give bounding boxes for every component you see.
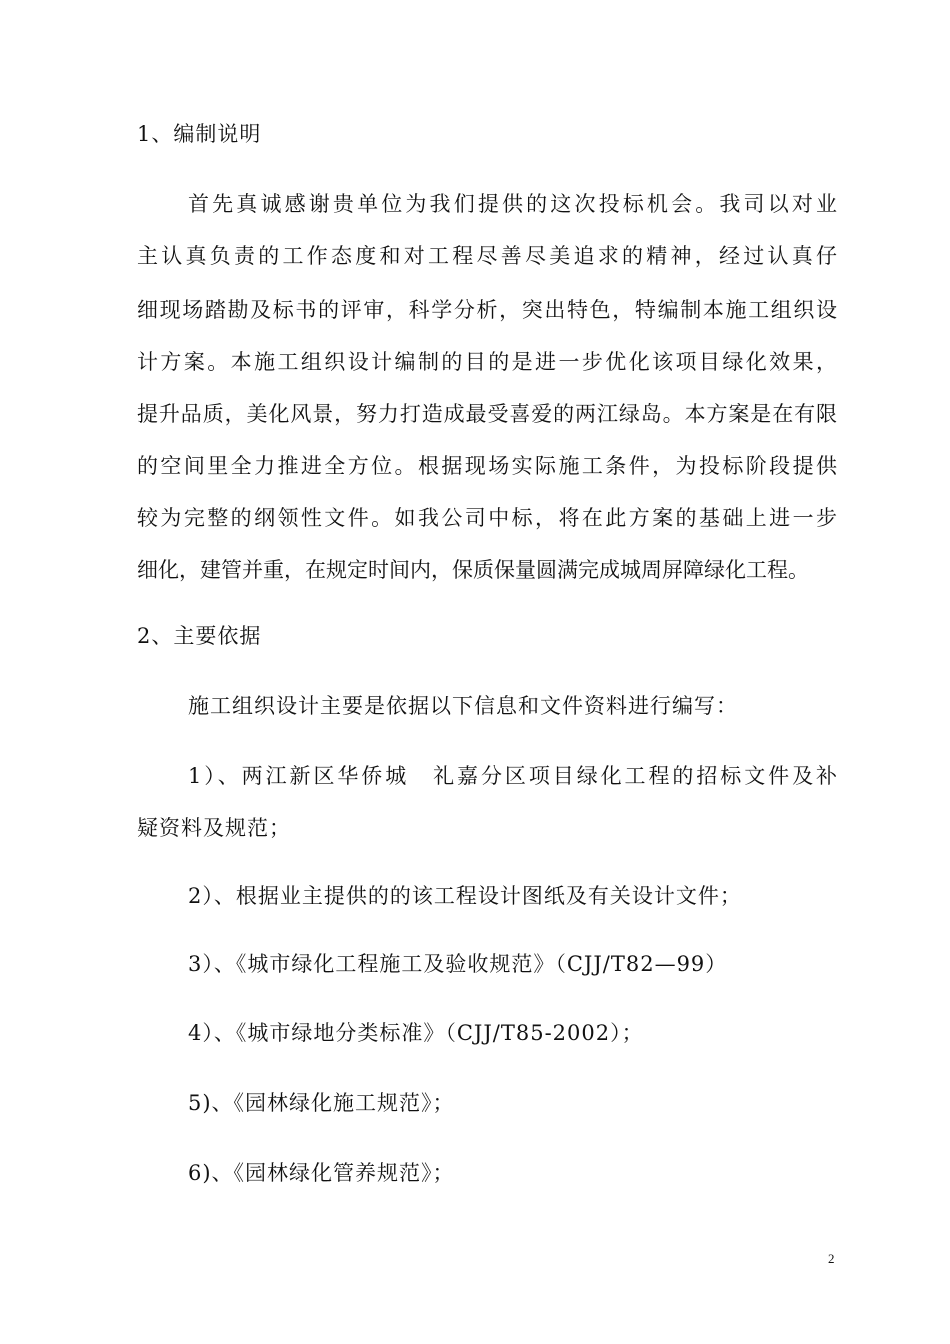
basis-item-6: 6)、《园林绿化管养规范》； bbox=[188, 1161, 455, 1185]
section-1-heading: 1、编制说明 bbox=[137, 122, 262, 146]
paragraph-line: 的空间里全力推进全方位。根据现场实际施工条件，为投标阶段提供 bbox=[137, 454, 837, 478]
basis-item-3: 3）、《城市绿化工程施工及验收规范》（CJJ/T82—99） bbox=[188, 952, 728, 976]
basis-item-4: 4）、《城市绿地分类标准》（CJJ/T85-2002）； bbox=[188, 1021, 644, 1045]
paragraph-line: 细化，建管并重，在规定时间内，保质保量圆满完成城周屏障绿化工程。 bbox=[137, 558, 809, 582]
paragraph-line: 细现场踏勘及标书的评审，科学分析，突出特色，特编制本施工组织设 bbox=[137, 298, 837, 322]
section-2-heading: 2、主要依据 bbox=[137, 624, 262, 648]
page-number: 2 bbox=[828, 1251, 835, 1266]
basis-item-1-continued: 疑资料及规范； bbox=[137, 816, 291, 840]
paragraph-line: 计方案。本施工组织设计编制的目的是进一步优化该项目绿化效果， bbox=[137, 350, 837, 374]
basis-item-5: 5)、《园林绿化施工规范》； bbox=[188, 1091, 455, 1115]
paragraph-line: 首先真诚感谢贵单位为我们提供的这次投标机会。我司以对业 bbox=[188, 192, 837, 216]
paragraph-line: 较为完整的纲领性文件。如我公司中标，将在此方案的基础上进一步 bbox=[137, 506, 837, 530]
basis-item-2: 2）、根据业主提供的的该工程设计图纸及有关设计文件； bbox=[188, 884, 742, 908]
basis-intro: 施工组织设计主要是依据以下信息和文件资料进行编写： bbox=[188, 694, 738, 718]
basis-item-1: 1）、两江新区华侨城 礼嘉分区项目绿化工程的招标文件及补 bbox=[188, 764, 837, 788]
paragraph-line: 提升品质，美化风景，努力打造成最受喜爱的两江绿岛。本方案是在有限 bbox=[137, 402, 837, 426]
paragraph-line: 主认真负责的工作态度和对工程尽善尽美追求的精神，经过认真仔 bbox=[137, 244, 837, 268]
